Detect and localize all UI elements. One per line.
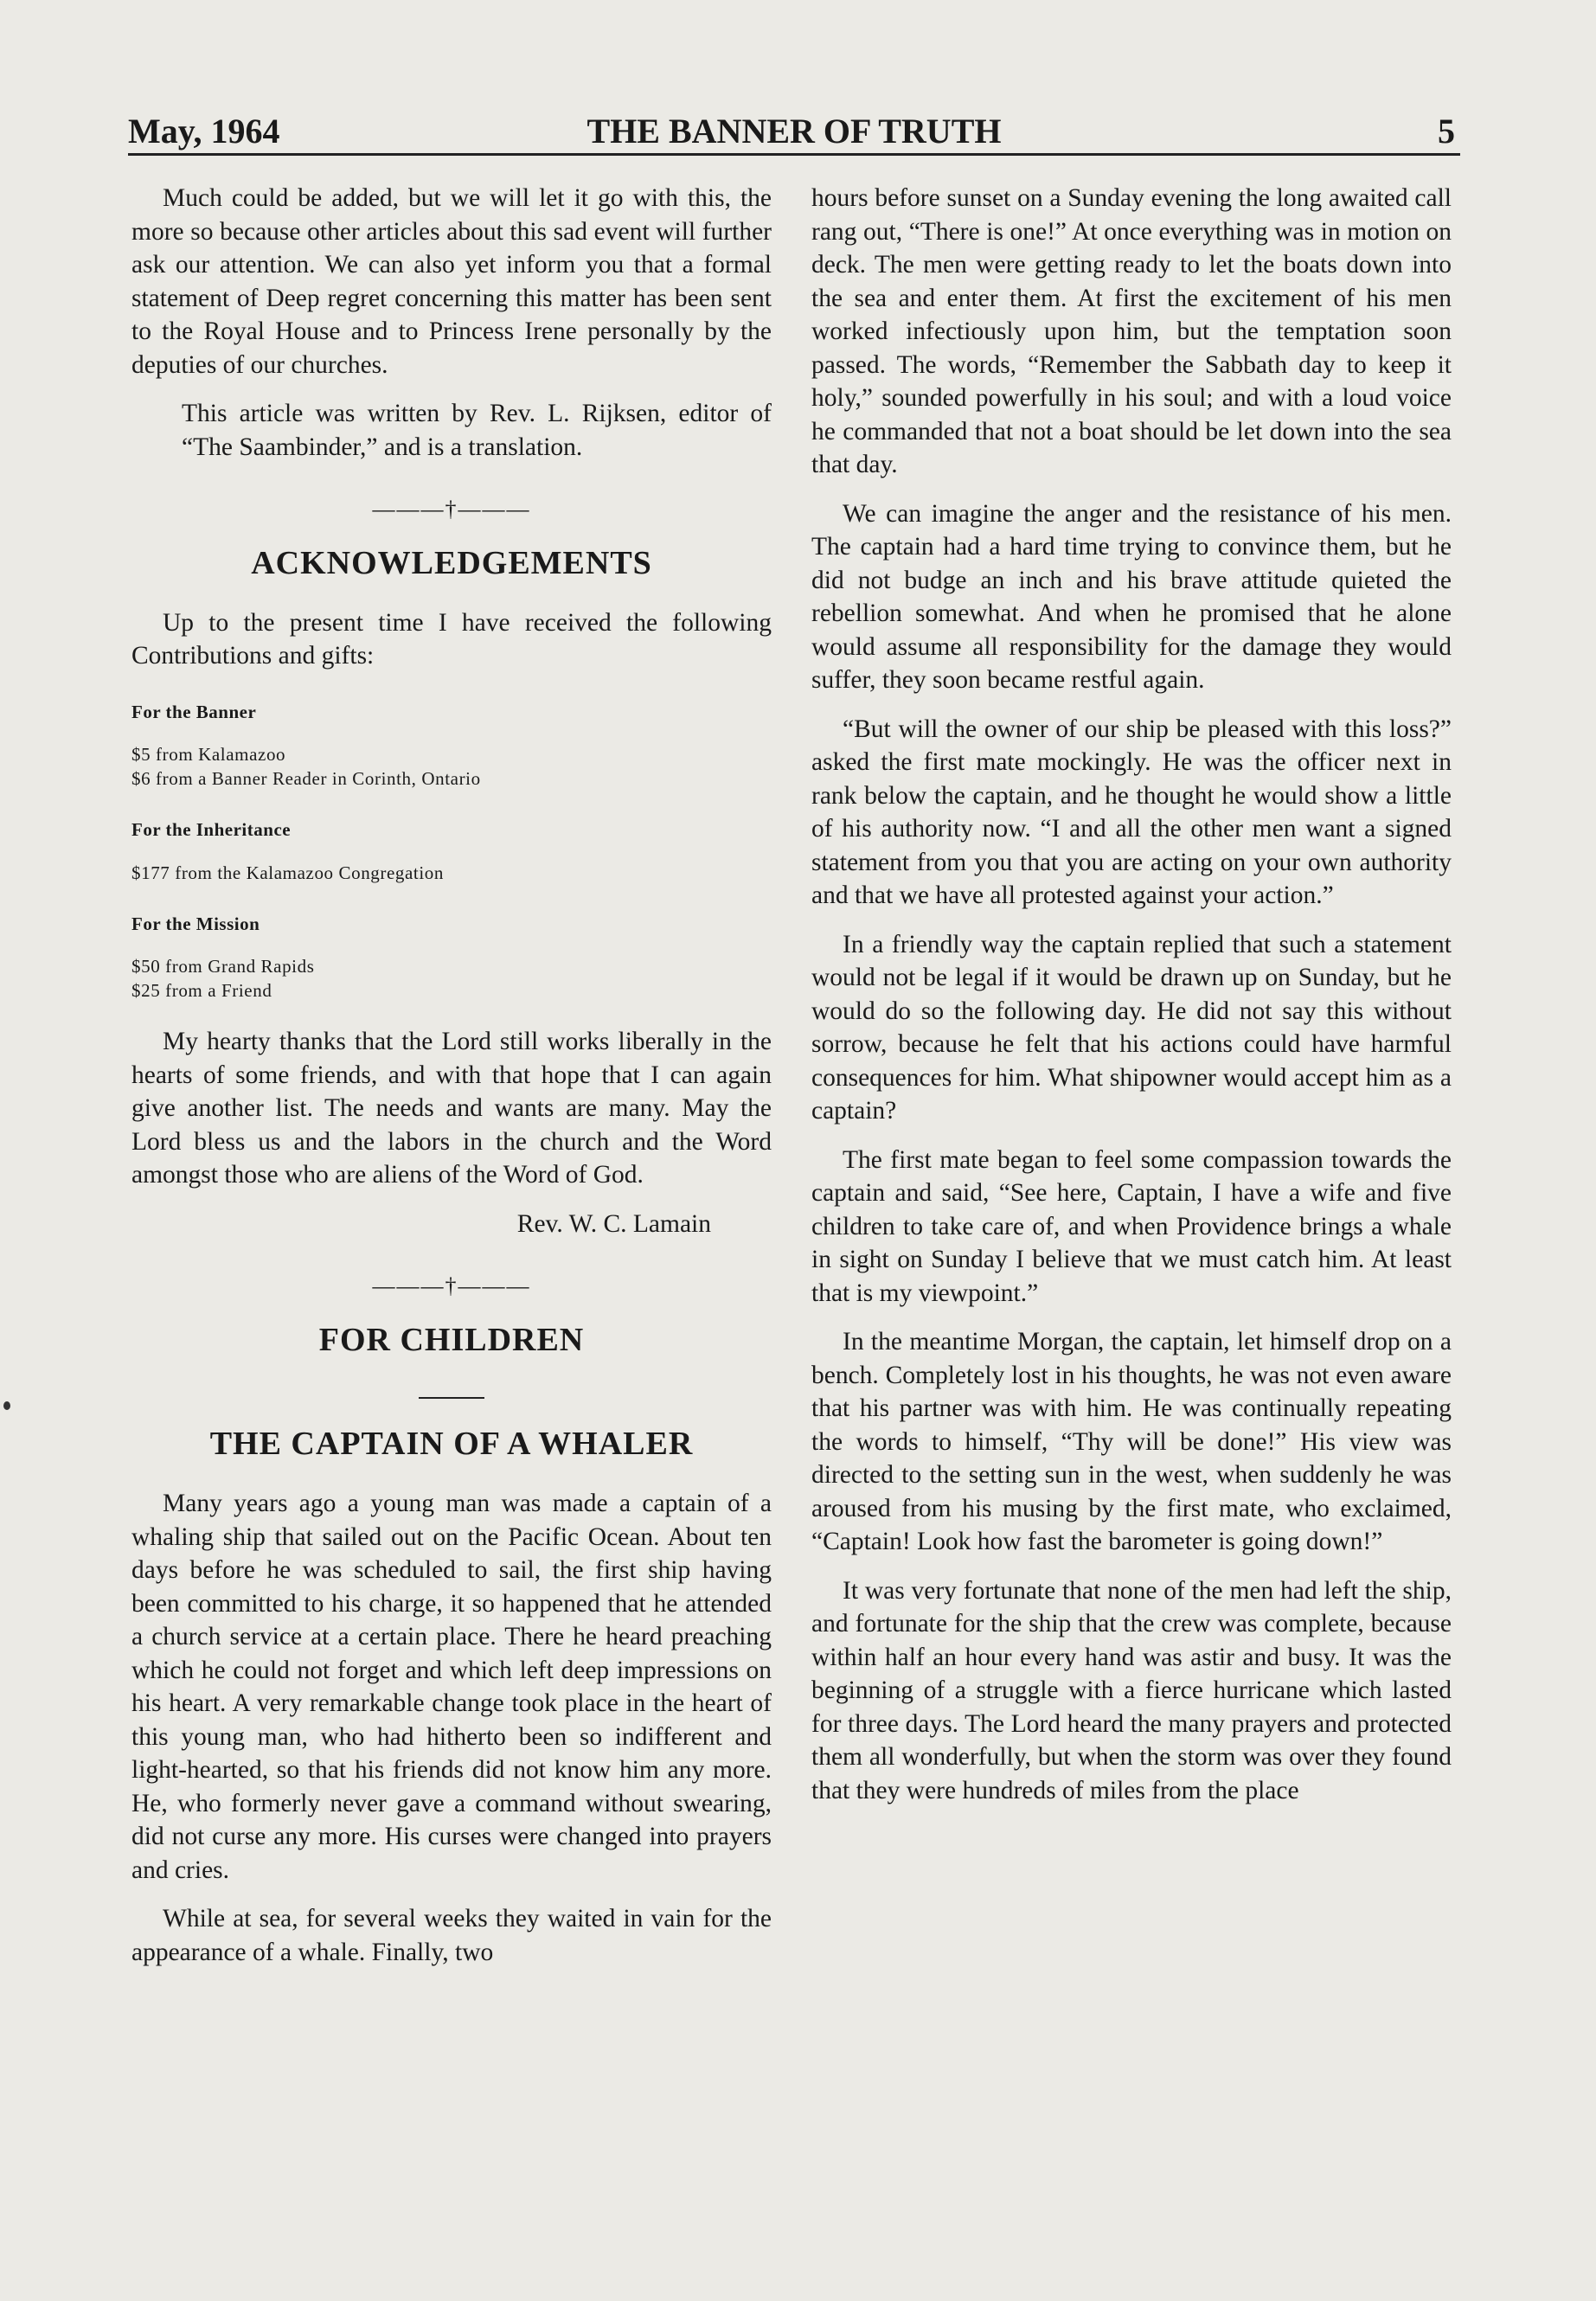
paragraph: My hearty thanks that the Lord still works liberally in the hearts of some friends, and with that hope that I can again give another list. The needs and wants are many. May the Lord bless us and the labors in the church and the Word amongst those who are aliens of the Word of God.: [131, 1028, 772, 1189]
ink-spot: [3, 1401, 10, 1410]
header-rule: [128, 153, 1460, 156]
mission-label: For the Mission: [131, 913, 260, 934]
paragraph: “But will the owner of our ship be pleased with this loss?” asked the first mate mockingly. He was the officer next in rank below the captain, and he thought he would show a little of his authority now. “I and all the other men want a signed statement from you that you are acting on your own authority and that we have all protested against your action.”: [811, 715, 1452, 909]
contribution-entry: $177 from the Kalamazoo Congregation: [131, 862, 445, 883]
journal-title: THE BANNER OF TRUTH: [586, 112, 1002, 151]
paragraph: Up to the present time I have received the following Contributions and gifts:: [131, 608, 772, 670]
contribution-entry: $6 from a Banner Reader in Corinth, Ontario: [131, 768, 481, 789]
page-header: [128, 111, 1460, 154]
contribution-entry: $5 from Kalamazoo: [131, 744, 286, 765]
paragraph: hours before sunset on a Sunday evening the long awaited call rang out, “There is one!” At once everything was in motion on deck. The men were getting ready to let the boats down into the sea and enter them. At first the excitement of his men worked infectiously upon him, but the temptation soon passed. The words, “Remember the Sabbath day to keep it holy,” sounded powerfully in his soul; and with a loud voice he commanded that not a boat should be let down into the sea that day.: [811, 184, 1452, 478]
page-number: 5: [1438, 112, 1455, 151]
signature: Rev. W. C. Lamain: [516, 1209, 711, 1238]
paragraph: In a friendly way the captain replied that such a statement would not be legal if it would be drawn up on Sunday, but he would do so the following day. He did not say this without sorrow, because he felt that his actions could have harmful consequences for him. What shipowner would accept him as a captain?: [811, 930, 1452, 1125]
paragraph: It was very fortunate that none of the men had left the ship, and fortunate for the ship that the crew was complete, because within half an hour every hand was astir and busy. It was the beginning of a struggle with a fierce hurricane which lasted for three days. The Lord heard the many prayers and protected them all wonderfully, but when the storm was over they found that they were hundreds of miles from the place: [811, 1576, 1452, 1804]
short-rule: [131, 1375, 772, 1408]
paragraph: While at sea, for several weeks they waited in vain for the appearance of a whale. Finally, two: [131, 1905, 772, 1966]
banner-label: For the Banner: [131, 701, 257, 722]
contribution-entry: $50 from Grand Rapids: [131, 956, 315, 977]
paragraph: Many years ago a young man was made a captain of a whaling ship that sailed out on the Pacific Ocean. About ten days before he was scheduled to sail, the first ship having been committed to his charge, it so happened that he attended a church service at a certain place. There he heard preaching which he could not forget and which left deep impressions on his heart. A very remarkable change took place in the heart of this young man, who had hitherto been so indifferent and light-hearted, so that his friends did not know him any more. He, who formerly never gave a command without swearing, did not curse any more. His curses were changed into prayers and cries.: [131, 1490, 772, 1884]
paragraph: In the meantime Morgan, the captain, let himself drop on a bench. Completely lost in his thoughts, he was not even aware that his partner was with him. He was continually repeating the words to himself, “Thy will be done!” His view was directed to the setting sun in the west, when suddenly he was aroused from his musing by the first mate, who exclaimed, “Captain! Look how fast the barometer is going down!”: [811, 1328, 1452, 1555]
story-title: THE CAPTAIN OF A WHALER: [209, 1426, 694, 1462]
left-column: [131, 182, 772, 1984]
acknowledgements-heading: ACKNOWLEDGEMENTS: [251, 544, 652, 581]
paragraph: Much could be added, but we will let it go with this, the more so because other articles about this sad event will further ask our attention. We can also yet inform you that a formal statement of Deep regret concerning this matter has been sent to the Royal House and to Princess Irene personally by the deputies of our churches.: [131, 184, 772, 379]
paragraph: The first mate began to feel some compassion towards the captain and said, “See here, Captain, I have a wife and five children to take care of, and when Providence brings a whale in sight on Sunday I believe that we must catch him. At least that is my viewpoint.”: [811, 1145, 1452, 1307]
section-divider: ———†———: [372, 1273, 531, 1298]
right-column: [811, 182, 1452, 1823]
paragraph: We can imagine the anger and the resistance of his men. The captain had a hard time trying to convince them, but he did not budge an inch and his brave attitude quieted the rebellion somewhat. And when he promised that he alone would assume all responsibility for the damage they would suffer, they soon became restful again.: [811, 499, 1452, 694]
contribution-entry: $25 from a Friend: [131, 980, 272, 1001]
inheritance-label: For the Inheritance: [131, 819, 292, 840]
section-divider: ———†———: [372, 497, 531, 522]
children-heading: FOR CHILDREN: [318, 1321, 585, 1358]
translation-note: This article was written by Rev. L. Rijksen, editor of “The Saambinder,” and is a translation.: [182, 400, 772, 461]
issue-date: May, 1964: [128, 112, 280, 151]
